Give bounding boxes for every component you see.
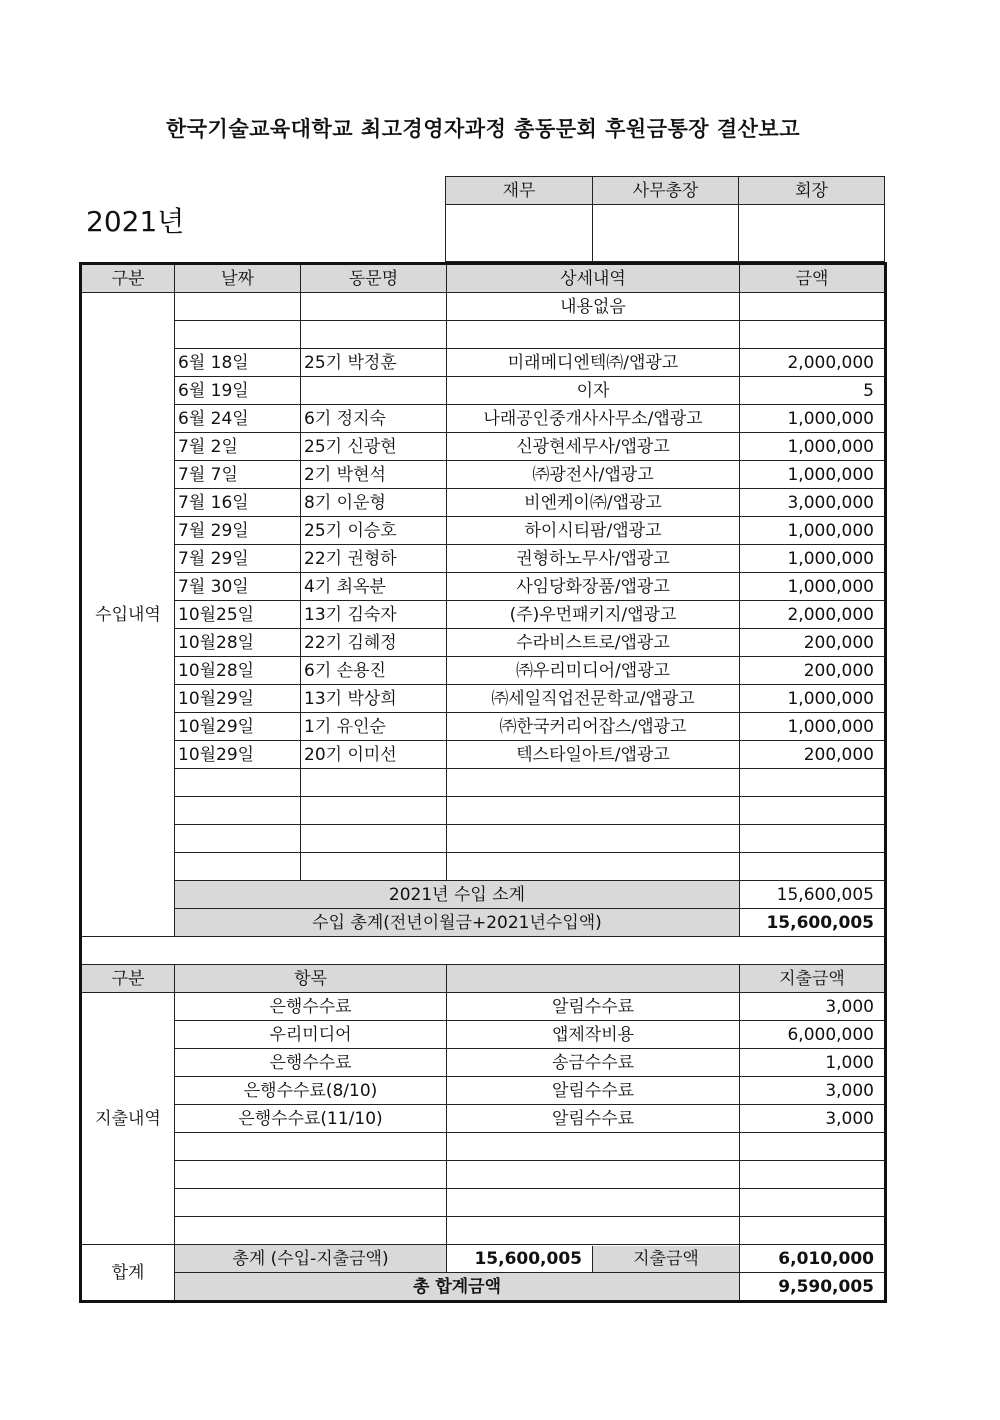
income-detail-cell: ㈜한국커리어잡스/앱광고 (447, 713, 740, 741)
income-name-cell: 4기 최옥분 (301, 573, 447, 601)
income-date-cell (175, 321, 301, 349)
income-row (81, 601, 886, 629)
summary-expense-value: 6,010,000 (740, 1245, 886, 1273)
income-amount-cell: 1,000,000 (740, 685, 886, 713)
expense-detail-cell: 앱제작비용 (447, 1021, 740, 1049)
income-detail-cell: 신광현세무사/앱광고 (447, 433, 740, 461)
income-date-cell: 6월 18일 (175, 349, 301, 377)
income-total-label: 수입 총계(전년이월금+2021년수입액) (175, 909, 740, 937)
income-amount-cell: 1,000,000 (740, 573, 886, 601)
expense-amount-cell (740, 1133, 886, 1161)
expense-item-cell: 은행수수료 (175, 1049, 447, 1077)
summary-net-label: 총계 (수입-지출금액) (175, 1245, 447, 1273)
income-row (81, 321, 886, 349)
income-detail-cell: 비엔케이㈜/앱광고 (447, 489, 740, 517)
expense-item-cell (175, 1161, 447, 1189)
expense-detail-cell: 알림수수료 (447, 993, 740, 1021)
income-detail-cell (447, 769, 740, 797)
income-row (81, 825, 886, 853)
income-row (81, 741, 886, 769)
grand-total-value: 9,590,005 (740, 1273, 886, 1302)
income-detail-cell: 미래메디엔텍㈜/앱광고 (447, 349, 740, 377)
income-date-cell: 10월25일 (175, 601, 301, 629)
expense-amount-cell (740, 1161, 886, 1189)
income-name-cell (301, 293, 447, 321)
expense-item-cell: 우리미디어 (175, 1021, 447, 1049)
income-detail-cell: 텍스타일아트/앱광고 (447, 741, 740, 769)
expense-row (81, 1077, 886, 1105)
income-header-amount: 금액 (740, 264, 886, 293)
income-name-cell: 20기 이미선 (301, 741, 447, 769)
income-date-cell: 10월29일 (175, 713, 301, 741)
income-amount-cell: 5 (740, 377, 886, 405)
income-row (81, 769, 886, 797)
income-date-cell: 7월 30일 (175, 573, 301, 601)
expense-detail-cell: 알림수수료 (447, 1077, 740, 1105)
income-detail-cell: ㈜세일직업전문학교/앱광고 (447, 685, 740, 713)
income-amount-cell: 200,000 (740, 629, 886, 657)
expense-header-detail (447, 965, 740, 993)
income-row (81, 629, 886, 657)
income-name-cell: 6기 정지숙 (301, 405, 447, 433)
income-amount-cell: 200,000 (740, 657, 886, 685)
approval-finance-label: 재무 (446, 177, 593, 205)
expense-row (81, 1105, 886, 1133)
summary-net-value: 15,600,005 (447, 1246, 593, 1272)
income-amount-cell (740, 825, 886, 853)
expense-amount-cell (740, 1217, 886, 1245)
income-date-cell: 10월28일 (175, 629, 301, 657)
income-name-cell: 6기 손용진 (301, 657, 447, 685)
income-date-cell (175, 825, 301, 853)
income-row (81, 517, 886, 545)
expense-row (81, 1217, 886, 1245)
summary-expense-label: 지출금액 (593, 1246, 739, 1272)
summary-net-cell (447, 1245, 740, 1273)
income-row (81, 377, 886, 405)
income-name-cell: 8기 이운형 (301, 489, 447, 517)
income-detail-cell (447, 321, 740, 349)
income-row (81, 797, 886, 825)
income-date-cell: 10월29일 (175, 741, 301, 769)
expense-row (81, 1161, 886, 1189)
expense-row (81, 1021, 886, 1049)
income-row (81, 657, 886, 685)
report-year: 2021년 (86, 205, 185, 238)
expense-row (81, 1133, 886, 1161)
expense-row (81, 1049, 886, 1077)
income-date-cell: 6월 19일 (175, 377, 301, 405)
income-date-cell: 7월 2일 (175, 433, 301, 461)
expense-section-label: 지출내역 (81, 993, 175, 1245)
income-amount-cell: 1,000,000 (740, 461, 886, 489)
expense-detail-cell (447, 1189, 740, 1217)
income-date-cell: 7월 16일 (175, 489, 301, 517)
expense-item-cell: 은행수수료(8/10) (175, 1077, 447, 1105)
income-row (81, 433, 886, 461)
income-subtotal-label: 2021년 수입 소계 (175, 881, 740, 909)
income-detail-cell: ㈜광전사/앱광고 (447, 461, 740, 489)
income-amount-cell: 2,000,000 (740, 349, 886, 377)
expense-header-amount: 지출금액 (740, 965, 886, 993)
income-name-cell (301, 825, 447, 853)
income-detail-cell: 이자 (447, 377, 740, 405)
income-header-detail: 상세내역 (447, 264, 740, 293)
income-row (81, 489, 886, 517)
income-detail-cell: ㈜우리미디어/앱광고 (447, 657, 740, 685)
income-amount-cell: 1,000,000 (740, 713, 886, 741)
income-name-cell: 25기 신광현 (301, 433, 447, 461)
approval-finance-signature (446, 205, 593, 262)
approval-president-signature (739, 205, 885, 262)
income-amount-cell (740, 293, 886, 321)
income-name-cell (301, 321, 447, 349)
expense-row (81, 1189, 886, 1217)
expense-detail-cell (447, 1161, 740, 1189)
income-name-cell: 25기 이승호 (301, 517, 447, 545)
income-row (81, 293, 886, 321)
expense-detail-cell (447, 1217, 740, 1245)
income-row (81, 349, 886, 377)
income-row (81, 405, 886, 433)
expense-item-cell: 은행수수료(11/10) (175, 1105, 447, 1133)
income-date-cell: 7월 29일 (175, 517, 301, 545)
expense-item-cell (175, 1217, 447, 1245)
income-name-cell: 13기 김숙자 (301, 601, 447, 629)
income-date-cell (175, 293, 301, 321)
income-detail-cell (447, 825, 740, 853)
expense-amount-cell: 3,000 (740, 1077, 886, 1105)
expense-item-cell (175, 1189, 447, 1217)
income-header-date: 날짜 (175, 264, 301, 293)
income-total-value: 15,600,005 (740, 909, 886, 937)
income-amount-cell: 200,000 (740, 741, 886, 769)
income-name-cell: 22기 김혜정 (301, 629, 447, 657)
income-date-cell: 10월29일 (175, 685, 301, 713)
settlement-table (79, 262, 887, 1303)
expense-detail-cell: 알림수수료 (447, 1105, 740, 1133)
income-amount-cell: 1,000,000 (740, 405, 886, 433)
approval-secretary-label: 사무총장 (593, 177, 739, 205)
income-detail-cell: 수라비스트로/앱광고 (447, 629, 740, 657)
income-name-cell (301, 769, 447, 797)
income-name-cell: 13기 박상희 (301, 685, 447, 713)
expense-amount-cell: 3,000 (740, 1105, 886, 1133)
income-date-cell (175, 797, 301, 825)
income-name-cell: 25기 박정훈 (301, 349, 447, 377)
income-amount-cell: 1,000,000 (740, 517, 886, 545)
income-row (81, 461, 886, 489)
income-date-cell: 10월28일 (175, 657, 301, 685)
income-row (81, 713, 886, 741)
income-detail-cell: 내용없음 (447, 293, 740, 321)
expense-amount-cell: 6,000,000 (740, 1021, 886, 1049)
income-amount-cell (740, 769, 886, 797)
expense-amount-cell (740, 1189, 886, 1217)
page-title: 한국기술교육대학교 최고경영자과정 총동문회 후원금통장 결산보고 (165, 117, 801, 141)
income-amount-cell (740, 853, 886, 881)
income-section-label: 수입내역 (81, 293, 175, 937)
income-amount-cell: 3,000,000 (740, 489, 886, 517)
income-row (81, 685, 886, 713)
expense-amount-cell: 3,000 (740, 993, 886, 1021)
grand-total-label: 총 합계금액 (175, 1273, 740, 1302)
income-detail-cell: 권형하노무사/앱광고 (447, 545, 740, 573)
expense-detail-cell: 송금수수료 (447, 1049, 740, 1077)
expense-header-category: 구분 (81, 965, 175, 993)
income-name-cell (301, 377, 447, 405)
income-row (81, 573, 886, 601)
income-row (81, 545, 886, 573)
income-detail-cell: 나래공인중개사사무소/앱광고 (447, 405, 740, 433)
income-header-category: 구분 (81, 264, 175, 293)
income-date-cell (175, 853, 301, 881)
income-subtotal-value: 15,600,005 (740, 881, 886, 909)
approval-box (445, 176, 885, 262)
income-amount-cell (740, 797, 886, 825)
income-detail-cell (447, 853, 740, 881)
income-name-cell: 2기 박현석 (301, 461, 447, 489)
income-date-cell: 7월 29일 (175, 545, 301, 573)
income-amount-cell: 1,000,000 (740, 433, 886, 461)
income-detail-cell: (주)우먼패키지/앱광고 (447, 601, 740, 629)
income-row (81, 853, 886, 881)
expense-item-cell: 은행수수료 (175, 993, 447, 1021)
income-header-name: 동문명 (301, 264, 447, 293)
income-amount-cell: 1,000,000 (740, 545, 886, 573)
income-name-cell: 1기 유인순 (301, 713, 447, 741)
income-detail-cell (447, 797, 740, 825)
income-detail-cell: 사임당화장품/앱광고 (447, 573, 740, 601)
expense-row (81, 993, 886, 1021)
income-date-cell: 7월 7일 (175, 461, 301, 489)
income-name-cell (301, 797, 447, 825)
income-detail-cell: 하이시티팜/앱광고 (447, 517, 740, 545)
summary-label: 합계 (81, 1245, 175, 1302)
approval-secretary-signature (593, 205, 739, 262)
income-name-cell: 22기 권형하 (301, 545, 447, 573)
expense-item-cell (175, 1133, 447, 1161)
income-name-cell (301, 853, 447, 881)
section-spacer (81, 937, 886, 965)
expense-amount-cell: 1,000 (740, 1049, 886, 1077)
income-date-cell (175, 769, 301, 797)
approval-president-label: 회장 (739, 177, 885, 205)
expense-header-item: 항목 (175, 965, 447, 993)
expense-detail-cell (447, 1133, 740, 1161)
income-amount-cell: 2,000,000 (740, 601, 886, 629)
income-amount-cell (740, 321, 886, 349)
income-date-cell: 6월 24일 (175, 405, 301, 433)
